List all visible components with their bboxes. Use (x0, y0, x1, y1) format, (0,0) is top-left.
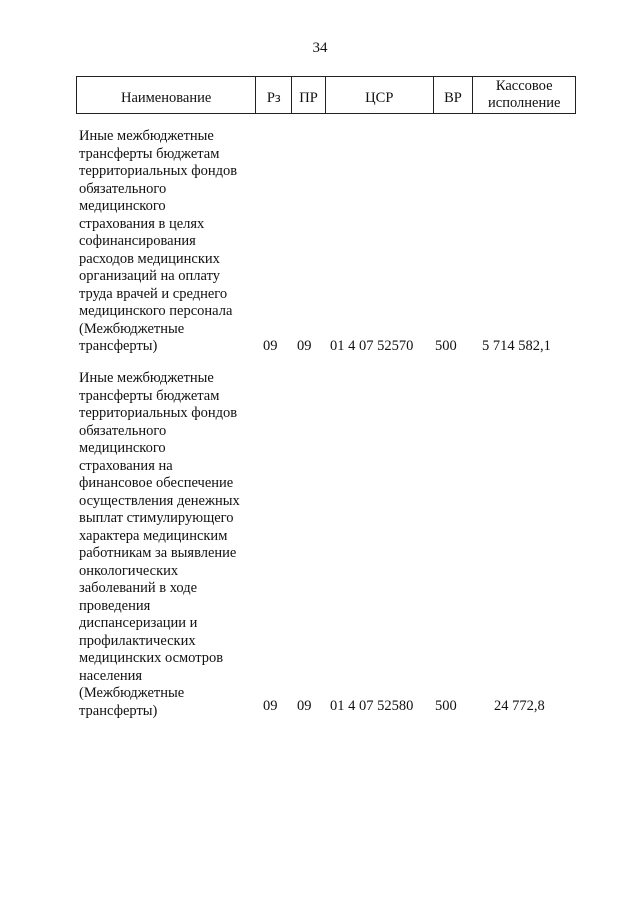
header-name: Наименование (77, 77, 256, 113)
header-pr: ПР (292, 77, 326, 113)
header-cash-line2: исполнение (488, 95, 561, 111)
row-amount: 24 772,8 (494, 698, 545, 714)
page-number: 34 (312, 40, 328, 56)
table-header (76, 76, 576, 114)
row-rz: 09 (263, 338, 278, 354)
header-csr: ЦСР (326, 77, 434, 113)
table-row (76, 370, 576, 720)
row-pr: 09 (297, 698, 312, 714)
table-row (76, 128, 576, 358)
row-csr: 01 4 07 52570 (330, 338, 414, 354)
row-pr: 09 (297, 338, 312, 354)
row-amount: 5 714 582,1 (482, 338, 551, 354)
row-name: Иные межбюджетные трансферты бюджетам территориальных фондов обязательного медицинского страхования на финансовое обеспечение осуществления денежных выплат стимулирующего характера медицинским работникам за выявление онкологических заболеваний в ходе проведения диспансеризации и профилактических медицинских осмотров населения (Межбюджетные трансферты) (79, 370, 240, 719)
header-vr: ВР (434, 77, 474, 113)
header-cash-execution (473, 77, 575, 113)
header-rz: Рз (256, 77, 292, 113)
header-cash-line1: Кассовое (495, 78, 553, 94)
row-rz: 09 (263, 698, 278, 714)
row-vr: 500 (435, 338, 457, 354)
row-csr: 01 4 07 52580 (330, 698, 414, 714)
row-name: Иные межбюджетные трансферты бюджетам территориальных фондов обязательного медицинского страхования в целях софинансирования расходов медицинских организаций на оплату труда врачей и среднего медицинского персонала (Межбюджетные трансферты) (79, 128, 238, 354)
row-vr: 500 (435, 698, 457, 714)
